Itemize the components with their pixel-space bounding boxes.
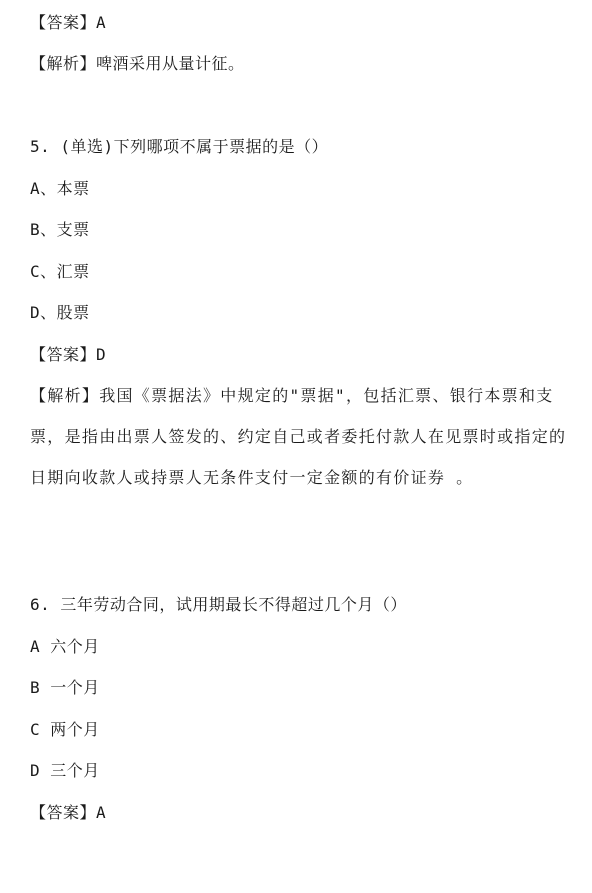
question-5-answer: 【答案】D xyxy=(30,345,107,364)
question-6-title: 6. 三年劳动合同，试用期最长不得超过几个月（） xyxy=(30,595,407,614)
question-5-option-c: C、汇票 xyxy=(30,262,90,281)
prev-analysis: 【解析】啤酒采用从量计征。 xyxy=(30,54,245,73)
question-5-analysis: 【解析】我国《票据法》中规定的"票据"，包括汇票、银行本票和支票，是指由出票人签发的、约定自己或者委托付款人在见票时或指定的日期向收款人或持票人无条件支付一定金额的有价证券 。 xyxy=(30,386,567,487)
question-6-option-d: D 三个月 xyxy=(30,761,100,780)
question-6-option-b: B 一个月 xyxy=(30,678,100,697)
question-6-answer: 【答案】A xyxy=(30,803,107,822)
question-6-option-a: A 六个月 xyxy=(30,637,100,656)
prev-answer: 【答案】A xyxy=(30,13,107,32)
question-6-option-c: C 两个月 xyxy=(30,720,100,739)
question-5-option-b: B、支票 xyxy=(30,220,90,239)
question-5-option-a: A、本票 xyxy=(30,179,90,198)
question-5-option-d: D、股票 xyxy=(30,303,90,322)
question-5-title: 5. (单选)下列哪项不属于票据的是（） xyxy=(30,137,329,156)
